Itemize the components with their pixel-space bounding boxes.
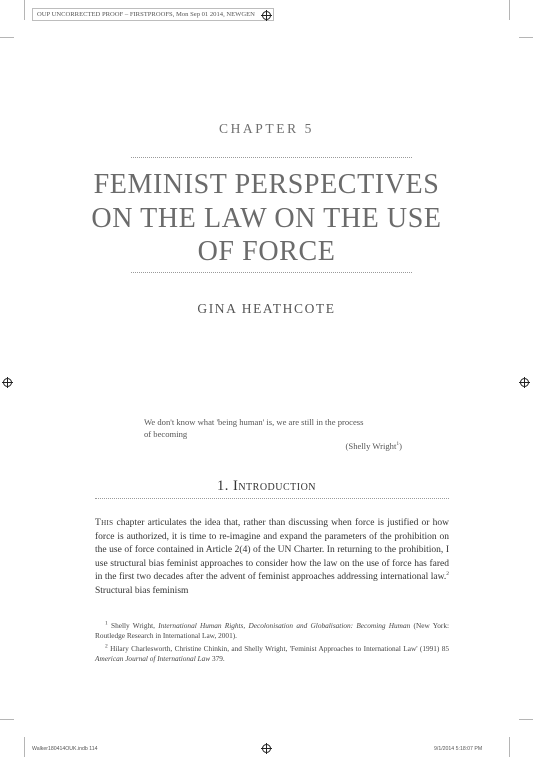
slug-file-info: Walker180414OUK.indb 114: [32, 746, 98, 752]
footnote-2: [95, 644, 449, 665]
crop-mark-bottom-left-h: [0, 719, 14, 720]
crop-mark-top-right: [509, 0, 510, 20]
epigraph: [144, 416, 402, 452]
footnote-2-italic: American Journal of International Law: [95, 654, 211, 664]
crop-mark-top-left-h: [0, 37, 14, 38]
epigraph-footnote-mark[interactable]: 1: [396, 441, 400, 448]
chapter-label: CHAPTER 5: [218, 121, 315, 136]
epigraph-source-text: (Shelly Wright: [345, 441, 397, 451]
crop-mark-top-left: [24, 0, 25, 20]
section-divider: [95, 498, 449, 499]
chapter-title: [80, 168, 453, 269]
registration-mark-right: [520, 378, 529, 387]
body-text-2: Structural bias feminism: [95, 585, 189, 596]
registration-mark-left: [3, 378, 12, 387]
crop-mark-bottom-right-h: [519, 719, 533, 720]
footnote-1-pre: Shelly Wright,: [111, 621, 159, 630]
footnote-2-pre: Hilary Charlesworth, Christine Chinkin, and Shelly Wright, 'Feminist Approaches to International Law' (1991) 85: [110, 643, 449, 653]
epigraph-source: [144, 440, 402, 452]
crop-mark-bottom-left: [24, 737, 25, 757]
footnote-2-post: 379.: [210, 654, 225, 664]
epigraph-line-2: of becoming: [144, 429, 188, 439]
footnote-1-italic: International Human Rights, Decolonisation and Globalisation: Becoming Human: [158, 621, 411, 630]
title-line-2: ON THE LAW ON THE USE: [91, 202, 442, 234]
crop-mark-bottom-right: [509, 737, 510, 757]
author-name: GINA HEATHCOTE: [197, 301, 336, 316]
section-title: [233, 478, 316, 494]
slug-timestamp: 9/1/2014 5:18:07 PM: [434, 746, 483, 752]
footnote-1: [95, 621, 449, 642]
divider-bottom: [131, 272, 412, 273]
section-title-rest: ntroduction: [238, 478, 317, 494]
crop-mark-top-right-h: [519, 37, 533, 38]
footnote-2-mark: 2: [105, 643, 108, 650]
divider-top: [131, 157, 412, 158]
body-text-1: chapter articulates the idea that, rather than discussing when force is justified or how force is authorized, it is time to re-imagine and expand the parameters of the prohibition on the use of force contained in Article 2(4) of the UN Charter. In returning to the prohibition, I use structural bias feminist approaches to consider how the law on the use of force has fared in the first two decades after the advent of feminist approaches addressing international law.: [95, 518, 449, 583]
epigraph-source-close: ): [399, 441, 402, 451]
section-heading: [0, 478, 533, 495]
registration-mark-top: [262, 11, 271, 20]
body-first-word: This: [95, 518, 114, 528]
section-number: 1.: [216, 478, 229, 494]
registration-mark-bottom: [262, 744, 271, 753]
footnote-1-mark: 1: [105, 620, 108, 627]
footnotes: [95, 621, 449, 667]
body-footnote-mark[interactable]: 2: [446, 571, 449, 578]
title-line-3: OF FORCE: [197, 236, 336, 267]
body-paragraph: [95, 517, 449, 599]
section-title-initial: I: [232, 478, 239, 494]
epigraph-line-1: We don't know what 'being human' is, we are still in the process: [144, 417, 364, 427]
title-line-1: FEMINIST PERSPECTIVES: [93, 169, 440, 200]
proof-header: OUP UNCORRECTED PROOF – FIRSTPROOFS, Mon Sep 01 2014, NEWGEN: [32, 8, 274, 21]
footnote-1-post: (New York: Routledge Research in International Law, 2001).: [95, 621, 450, 641]
